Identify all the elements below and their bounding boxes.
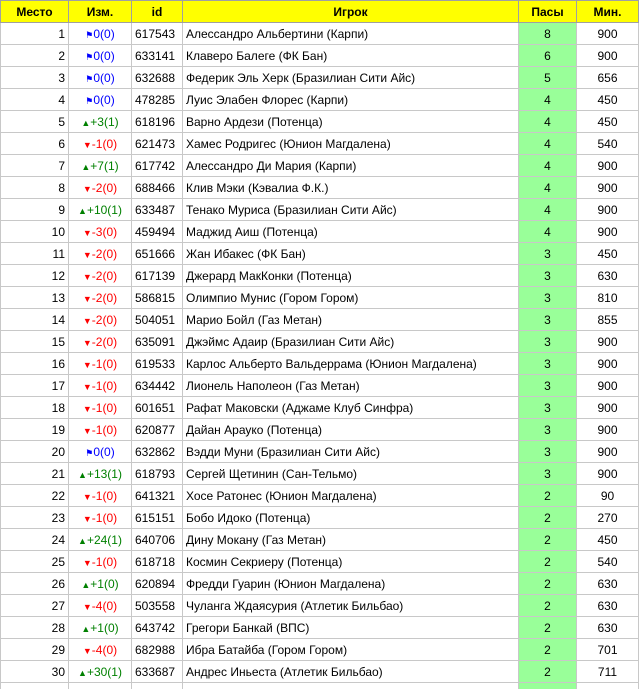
table-row[interactable] xyxy=(1,441,639,463)
minutes-cell[interactable]: 900 xyxy=(577,419,639,441)
rank-cell[interactable]: 14 xyxy=(1,309,69,331)
minutes-cell[interactable]: 656 xyxy=(577,67,639,89)
change-cell[interactable] xyxy=(69,573,132,595)
player-cell[interactable]: Хосе Ратонес (Юнион Магдалена) xyxy=(183,485,519,507)
table-row[interactable] xyxy=(1,397,639,419)
player-cell[interactable]: Андрес Иньеста (Атлетик Бильбао) xyxy=(183,661,519,683)
minutes-cell[interactable]: 900 xyxy=(577,155,639,177)
id-cell[interactable]: 682988 xyxy=(132,639,183,661)
rank-cell[interactable]: 15 xyxy=(1,331,69,353)
passes-cell[interactable]: 2 xyxy=(519,529,577,551)
header-change[interactable]: Изм. xyxy=(69,1,132,23)
passes-cell[interactable]: 5 xyxy=(519,67,577,89)
rank-cell[interactable]: 25 xyxy=(1,551,69,573)
passes-cell[interactable]: 2 xyxy=(519,573,577,595)
passes-cell[interactable]: 2 xyxy=(519,507,577,529)
passes-cell[interactable]: 2 xyxy=(519,661,577,683)
down-arrow-icon: ▼ xyxy=(83,602,92,612)
player-cell[interactable]: Федерик Эль Херк (Бразилиан Сити Айс) xyxy=(183,67,519,89)
table-row[interactable] xyxy=(1,221,639,243)
down-arrow-icon: ▼ xyxy=(83,646,92,656)
minutes-cell[interactable]: 630 xyxy=(577,265,639,287)
minutes-cell[interactable]: 900 xyxy=(577,23,639,45)
header-passes[interactable]: Пасы xyxy=(519,1,577,23)
table-row[interactable] xyxy=(1,265,639,287)
change-cell[interactable] xyxy=(69,463,132,485)
change-cell[interactable] xyxy=(69,661,132,683)
player-cell[interactable]: Дину Мокану (Газ Метан) xyxy=(183,529,519,551)
rank-cell[interactable]: 21 xyxy=(1,463,69,485)
table-row[interactable] xyxy=(1,617,639,639)
flag-icon: ⚑ xyxy=(85,448,93,458)
change-cell[interactable] xyxy=(69,441,132,463)
minutes-cell[interactable]: 900 xyxy=(577,353,639,375)
player-cell[interactable]: Олимпио Мунис (Гором Гором) xyxy=(183,287,519,309)
passes-cell[interactable]: 4 xyxy=(519,89,577,111)
id-cell[interactable]: 643742 xyxy=(132,617,183,639)
rank-cell[interactable]: 4 xyxy=(1,89,69,111)
player-cell[interactable]: Варно Ардези (Потенца) xyxy=(183,111,519,133)
change-cell[interactable] xyxy=(69,529,132,551)
minutes-cell[interactable]: 270 xyxy=(577,507,639,529)
table-row[interactable] xyxy=(1,243,639,265)
change-value: -4(0) xyxy=(92,599,117,613)
table-row-partial xyxy=(1,683,639,689)
player-cell[interactable]: Джэймс Адаир (Бразилиан Сити Айс) xyxy=(183,331,519,353)
id-cell[interactable]: 617139 xyxy=(132,265,183,287)
id-cell[interactable]: 586815 xyxy=(132,287,183,309)
passes-cell[interactable]: 8 xyxy=(519,23,577,45)
id-cell[interactable]: 617543 xyxy=(132,23,183,45)
minutes-cell[interactable]: 90 xyxy=(577,485,639,507)
change-cell[interactable] xyxy=(69,265,132,287)
down-arrow-icon: ▼ xyxy=(83,404,92,414)
rank-cell[interactable]: 9 xyxy=(1,199,69,221)
table-row[interactable] xyxy=(1,595,639,617)
rank-cell[interactable]: 12 xyxy=(1,265,69,287)
table-row[interactable] xyxy=(1,287,639,309)
player-cell[interactable]: Луис Элабен Флорес (Карпи) xyxy=(183,89,519,111)
player-cell[interactable]: Чуланга Ждаясурия (Атлетик Бильбао) xyxy=(183,595,519,617)
id-cell[interactable]: 478285 xyxy=(132,89,183,111)
change-cell[interactable] xyxy=(69,67,132,89)
change-value: -1(0) xyxy=(92,137,117,151)
flag-icon: ⚑ xyxy=(85,30,93,40)
table-row[interactable] xyxy=(1,155,639,177)
rank-cell[interactable]: 20 xyxy=(1,441,69,463)
passes-cell[interactable]: 3 xyxy=(519,419,577,441)
player-cell[interactable]: Космин Секриеру (Потенца) xyxy=(183,551,519,573)
id-cell[interactable]: 618718 xyxy=(132,551,183,573)
player-cell[interactable]: Хамес Родригес (Юнион Магдалена) xyxy=(183,133,519,155)
change-cell[interactable] xyxy=(69,551,132,573)
minutes-cell[interactable]: 900 xyxy=(577,199,639,221)
up-arrow-icon: ▲ xyxy=(81,162,90,172)
table-row[interactable] xyxy=(1,133,639,155)
flag-icon: ⚑ xyxy=(85,74,93,84)
table-row[interactable] xyxy=(1,507,639,529)
down-arrow-icon: ▼ xyxy=(83,558,92,568)
player-cell[interactable]: Грегори Банкай (ВПС) xyxy=(183,617,519,639)
down-arrow-icon: ▼ xyxy=(83,272,92,282)
change-cell[interactable] xyxy=(69,353,132,375)
change-value: -1(0) xyxy=(92,489,117,503)
down-arrow-icon: ▼ xyxy=(83,228,92,238)
up-arrow-icon: ▲ xyxy=(78,668,87,678)
passes-cell[interactable]: 6 xyxy=(519,45,577,67)
rank-cell[interactable]: 16 xyxy=(1,353,69,375)
minutes-cell[interactable]: 900 xyxy=(577,441,639,463)
change-cell[interactable] xyxy=(69,507,132,529)
passes-cell[interactable]: 4 xyxy=(519,221,577,243)
table-row[interactable] xyxy=(1,353,639,375)
rank-cell[interactable]: 19 xyxy=(1,419,69,441)
change-value: -2(0) xyxy=(92,291,117,305)
passes-cell[interactable]: 3 xyxy=(519,309,577,331)
player-cell[interactable]: Ибра Батайба (Гором Гором) xyxy=(183,639,519,661)
down-arrow-icon: ▼ xyxy=(83,360,92,370)
change-value: -4(0) xyxy=(92,643,117,657)
change-cell[interactable] xyxy=(69,639,132,661)
table-row[interactable] xyxy=(1,177,639,199)
id-cell[interactable]: 617742 xyxy=(132,155,183,177)
passes-cell[interactable]: 2 xyxy=(519,551,577,573)
header-player[interactable]: Игрок xyxy=(183,1,519,23)
change-value: +1(0) xyxy=(90,621,118,635)
passes-cell[interactable]: 3 xyxy=(519,463,577,485)
id-cell[interactable]: 459494 xyxy=(132,221,183,243)
change-value: 0(0) xyxy=(93,445,114,459)
rank-cell[interactable]: 10 xyxy=(1,221,69,243)
passes-cell[interactable]: 2 xyxy=(519,485,577,507)
change-cell[interactable] xyxy=(69,111,132,133)
minutes-cell[interactable]: 900 xyxy=(577,375,639,397)
up-arrow-icon: ▲ xyxy=(78,470,87,480)
down-arrow-icon: ▼ xyxy=(83,140,92,150)
table-row[interactable] xyxy=(1,419,639,441)
change-cell[interactable] xyxy=(69,89,132,111)
id-cell[interactable]: 618196 xyxy=(132,111,183,133)
change-cell[interactable] xyxy=(69,221,132,243)
rank-cell[interactable]: 29 xyxy=(1,639,69,661)
passes-cell[interactable]: 2 xyxy=(519,639,577,661)
minutes-cell[interactable]: 540 xyxy=(577,133,639,155)
player-cell[interactable]: Рафат Маковски (Аджаме Клуб Синфра) xyxy=(183,397,519,419)
id-cell[interactable]: 640706 xyxy=(132,529,183,551)
up-arrow-icon: ▲ xyxy=(78,206,87,216)
table-row[interactable] xyxy=(1,111,639,133)
minutes-cell[interactable]: 450 xyxy=(577,243,639,265)
table-row[interactable] xyxy=(1,199,639,221)
passes-cell[interactable]: 2 xyxy=(519,617,577,639)
rank-cell[interactable]: 17 xyxy=(1,375,69,397)
player-cell[interactable]: Карлос Альберто Вальдеррама (Юнион Магдалена) xyxy=(183,353,519,375)
id-cell[interactable]: 633141 xyxy=(132,45,183,67)
player-cell[interactable]: Марио Бойл (Газ Метан) xyxy=(183,309,519,331)
change-cell[interactable] xyxy=(69,45,132,67)
minutes-cell[interactable]: 810 xyxy=(577,287,639,309)
change-value: 0(0) xyxy=(93,71,114,85)
rank-cell[interactable]: 22 xyxy=(1,485,69,507)
table-row[interactable] xyxy=(1,23,639,45)
id-cell[interactable]: 688466 xyxy=(132,177,183,199)
change-value: 0(0) xyxy=(93,49,114,63)
id-cell[interactable]: 635091 xyxy=(132,331,183,353)
id-cell[interactable]: 618793 xyxy=(132,463,183,485)
change-value: -1(0) xyxy=(92,423,117,437)
passes-cell[interactable]: 4 xyxy=(519,199,577,221)
change-value: 0(0) xyxy=(93,27,114,41)
flag-icon: ⚑ xyxy=(85,96,93,106)
up-arrow-icon: ▲ xyxy=(81,118,90,128)
id-cell[interactable]: 615151 xyxy=(132,507,183,529)
id-cell[interactable]: 634442 xyxy=(132,375,183,397)
rank-cell[interactable]: 18 xyxy=(1,397,69,419)
table-row[interactable] xyxy=(1,463,639,485)
rank-cell[interactable]: 28 xyxy=(1,617,69,639)
rank-cell[interactable]: 8 xyxy=(1,177,69,199)
change-cell[interactable] xyxy=(69,287,132,309)
passes-cell[interactable]: 2 xyxy=(519,595,577,617)
id-cell[interactable]: 632862 xyxy=(132,441,183,463)
id-cell[interactable]: 632688 xyxy=(132,67,183,89)
player-cell[interactable]: Жан Ибакес (ФК Бан) xyxy=(183,243,519,265)
player-cell[interactable]: Алессандро Ди Мария (Карпи) xyxy=(183,155,519,177)
table-row[interactable] xyxy=(1,67,639,89)
change-cell[interactable] xyxy=(69,485,132,507)
change-value: -2(0) xyxy=(92,181,117,195)
id-cell[interactable]: 621473 xyxy=(132,133,183,155)
change-cell[interactable] xyxy=(69,23,132,45)
down-arrow-icon: ▼ xyxy=(83,514,92,524)
change-cell[interactable] xyxy=(69,617,132,639)
passes-cell[interactable]: 4 xyxy=(519,155,577,177)
change-value: 0(0) xyxy=(93,93,114,107)
minutes-cell[interactable]: 630 xyxy=(577,617,639,639)
change-value: +24(1) xyxy=(87,533,122,547)
rank-cell[interactable]: 3 xyxy=(1,67,69,89)
rank-cell[interactable]: 7 xyxy=(1,155,69,177)
minutes-cell[interactable]: 900 xyxy=(577,177,639,199)
header-rank[interactable]: Место xyxy=(1,1,69,23)
change-cell[interactable] xyxy=(69,309,132,331)
minutes-cell[interactable]: 900 xyxy=(577,331,639,353)
player-cell[interactable]: Бобо Идоко (Потенца) xyxy=(183,507,519,529)
down-arrow-icon: ▼ xyxy=(83,382,92,392)
player-cell[interactable]: Лионель Наполеон (Газ Метан) xyxy=(183,375,519,397)
header-id[interactable]: id xyxy=(132,1,183,23)
id-cell[interactable]: 620894 xyxy=(132,573,183,595)
passes-cell[interactable]: 3 xyxy=(519,397,577,419)
down-arrow-icon: ▼ xyxy=(83,316,92,326)
minutes-cell[interactable]: 900 xyxy=(577,463,639,485)
down-arrow-icon: ▼ xyxy=(83,294,92,304)
change-value: -2(0) xyxy=(92,269,117,283)
table-row[interactable] xyxy=(1,89,639,111)
passes-cell[interactable]: 3 xyxy=(519,441,577,463)
player-cell[interactable]: Тенако Муриса (Бразилиан Сити Айс) xyxy=(183,199,519,221)
down-arrow-icon: ▼ xyxy=(83,184,92,194)
change-cell[interactable] xyxy=(69,595,132,617)
change-value: -2(0) xyxy=(92,335,117,349)
change-value: -1(0) xyxy=(92,379,117,393)
id-cell[interactable]: 620877 xyxy=(132,419,183,441)
minutes-cell[interactable]: 450 xyxy=(577,111,639,133)
change-value: -1(0) xyxy=(92,401,117,415)
player-cell[interactable]: Клаверо Балеге (ФК Бан) xyxy=(183,45,519,67)
change-cell[interactable] xyxy=(69,199,132,221)
table-row[interactable] xyxy=(1,639,639,661)
passes-cell[interactable]: 3 xyxy=(519,375,577,397)
rank-cell[interactable]: 30 xyxy=(1,661,69,683)
change-value: +7(1) xyxy=(90,159,118,173)
change-cell[interactable] xyxy=(69,331,132,353)
player-cell[interactable]: Фредди Гуарин (Юнион Магдалена) xyxy=(183,573,519,595)
table-row[interactable] xyxy=(1,529,639,551)
minutes-cell[interactable]: 900 xyxy=(577,45,639,67)
id-cell[interactable]: 619533 xyxy=(132,353,183,375)
change-cell[interactable] xyxy=(69,133,132,155)
player-cell[interactable]: Маджид Аиш (Потенца) xyxy=(183,221,519,243)
minutes-cell[interactable]: 711 xyxy=(577,661,639,683)
passes-cell[interactable]: 3 xyxy=(519,353,577,375)
table-row[interactable] xyxy=(1,551,639,573)
down-arrow-icon: ▼ xyxy=(83,426,92,436)
table-row[interactable] xyxy=(1,661,639,683)
passes-cell[interactable]: 3 xyxy=(519,243,577,265)
change-cell[interactable] xyxy=(69,155,132,177)
change-value: +13(1) xyxy=(87,467,122,481)
change-cell[interactable] xyxy=(69,375,132,397)
minutes-cell[interactable]: 701 xyxy=(577,639,639,661)
rank-cell[interactable]: 1 xyxy=(1,23,69,45)
table-row[interactable] xyxy=(1,485,639,507)
flag-icon: ⚑ xyxy=(85,52,93,62)
table-row[interactable] xyxy=(1,573,639,595)
id-cell[interactable]: 651666 xyxy=(132,243,183,265)
change-cell[interactable] xyxy=(69,177,132,199)
change-value: +30(1) xyxy=(87,665,122,679)
rank-cell[interactable]: 6 xyxy=(1,133,69,155)
change-value: -2(0) xyxy=(92,313,117,327)
up-arrow-icon: ▲ xyxy=(81,624,90,634)
table-row[interactable] xyxy=(1,331,639,353)
minutes-cell[interactable]: 900 xyxy=(577,221,639,243)
rank-cell[interactable]: 5 xyxy=(1,111,69,133)
passes-cell[interactable]: 4 xyxy=(519,133,577,155)
change-value: +10(1) xyxy=(87,203,122,217)
table-row[interactable] xyxy=(1,375,639,397)
table-row[interactable] xyxy=(1,309,639,331)
player-cell[interactable]: Дайан Арауко (Потенца) xyxy=(183,419,519,441)
change-value: -3(0) xyxy=(92,225,117,239)
passes-cell[interactable]: 3 xyxy=(519,331,577,353)
change-cell[interactable] xyxy=(69,243,132,265)
table-row[interactable] xyxy=(1,45,639,67)
id-cell[interactable]: 633487 xyxy=(132,199,183,221)
rank-cell[interactable]: 24 xyxy=(1,529,69,551)
down-arrow-icon: ▼ xyxy=(83,338,92,348)
rank-cell[interactable]: 11 xyxy=(1,243,69,265)
player-cell[interactable]: Джерард МакКонки (Потенца) xyxy=(183,265,519,287)
rank-cell[interactable]: 27 xyxy=(1,595,69,617)
id-cell[interactable]: 641321 xyxy=(132,485,183,507)
passes-cell[interactable]: 3 xyxy=(519,265,577,287)
passes-cell[interactable]: 4 xyxy=(519,111,577,133)
minutes-cell[interactable]: 900 xyxy=(577,397,639,419)
id-cell[interactable]: 633687 xyxy=(132,661,183,683)
minutes-cell[interactable]: 855 xyxy=(577,309,639,331)
change-value: +3(1) xyxy=(90,115,118,129)
header-row xyxy=(1,1,639,23)
minutes-cell[interactable]: 450 xyxy=(577,89,639,111)
header-minutes[interactable]: Мин. xyxy=(577,1,639,23)
up-arrow-icon: ▲ xyxy=(81,580,90,590)
change-value: -2(0) xyxy=(92,247,117,261)
change-value: -1(0) xyxy=(92,357,117,371)
down-arrow-icon: ▼ xyxy=(83,492,92,502)
id-cell[interactable]: 601651 xyxy=(132,397,183,419)
minutes-cell[interactable]: 450 xyxy=(577,529,639,551)
change-cell[interactable] xyxy=(69,419,132,441)
change-cell[interactable] xyxy=(69,397,132,419)
up-arrow-icon: ▲ xyxy=(78,536,87,546)
id-cell[interactable]: 504051 xyxy=(132,309,183,331)
passes-cell[interactable]: 4 xyxy=(519,177,577,199)
minutes-cell[interactable]: 630 xyxy=(577,573,639,595)
player-cell[interactable]: Вэдди Муни (Бразилиан Сити Айс) xyxy=(183,441,519,463)
player-cell[interactable]: Сергей Щетинин (Сан-Тельмо) xyxy=(183,463,519,485)
passes-cell[interactable]: 3 xyxy=(519,287,577,309)
rank-cell[interactable]: 13 xyxy=(1,287,69,309)
rank-cell[interactable]: 2 xyxy=(1,45,69,67)
minutes-cell[interactable]: 630 xyxy=(577,595,639,617)
player-cell[interactable]: Клив Мэки (Кэвалиа Ф.К.) xyxy=(183,177,519,199)
change-value: -1(0) xyxy=(92,555,117,569)
change-value: +1(0) xyxy=(90,577,118,591)
rank-cell[interactable]: 23 xyxy=(1,507,69,529)
player-cell[interactable]: Алессандро Альбертини (Карпи) xyxy=(183,23,519,45)
change-value: -1(0) xyxy=(92,511,117,525)
id-cell[interactable]: 503558 xyxy=(132,595,183,617)
down-arrow-icon: ▼ xyxy=(83,250,92,260)
rank-cell[interactable]: 26 xyxy=(1,573,69,595)
minutes-cell[interactable]: 540 xyxy=(577,551,639,573)
